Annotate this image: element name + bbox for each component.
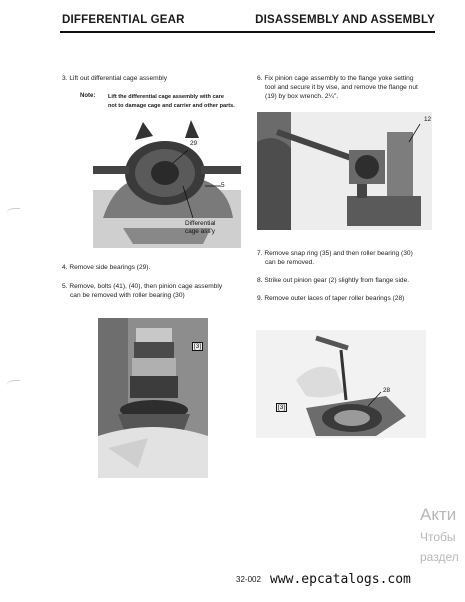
section-title: DIFFERENTIAL GEAR <box>62 14 185 26</box>
step-5-line-2: can be removed with roller bearing (30) <box>70 292 185 299</box>
callout-code-3b: [3] <box>278 404 286 411</box>
page-number: 32-002 <box>236 575 261 584</box>
binder-mark <box>6 380 20 391</box>
binder-mark <box>6 208 20 219</box>
step-6-line-3: (19) by box wrench. 2¼". <box>265 93 339 100</box>
step-3: 3. Lift out differential cage assembly <box>62 75 168 82</box>
step-5-line-1: 5. Remove, bolts (41), (40), then pinion cage assembly <box>62 283 223 290</box>
flange-yoke-tool-illustration <box>257 112 432 230</box>
differential-cage-photo <box>93 118 241 248</box>
watermark-line-2: Чтобы <box>420 530 456 544</box>
step-8: 8. Strike out pinion gear (2) slightly from flange side. <box>257 277 410 284</box>
step-6-line-1: 6. Fix pinion cage assembly to the flange yoke setting <box>257 75 414 82</box>
note-line-1: Lift the differential cage assembly with care <box>108 94 224 100</box>
callout-differential-line-2: cage ass'y <box>185 228 215 235</box>
differential-cage-illustration <box>93 118 241 248</box>
watermark-line-1: Акти <box>420 505 457 524</box>
callout-code-3: [3] <box>194 343 202 350</box>
step-4: 4. Remove side bearings (29). <box>62 264 151 271</box>
watermark-line-3: раздел <box>420 550 459 564</box>
step-7-line-2: can be removed. <box>265 259 315 266</box>
note-line-2: not to damage cage and carrier and other parts. <box>108 103 235 109</box>
flange-yoke-tool-photo <box>257 112 432 230</box>
step-6-line-2: tool and secure it by vise, and remove the flange nut <box>265 84 418 91</box>
callout-5: 5 <box>221 182 225 189</box>
section-subtitle: DISASSEMBLY AND ASSEMBLY <box>255 14 435 26</box>
callout-differential-line-1: Differential <box>185 220 216 227</box>
bearing-removal-photo <box>256 330 426 438</box>
callout-28: 28 <box>383 387 391 394</box>
callout-12: 12 <box>424 116 432 123</box>
step-9: 9. Remove outer laces of taper roller bearings (28) <box>257 295 405 302</box>
callout-29: 29 <box>190 140 198 147</box>
bearing-removal-illustration <box>256 330 426 438</box>
step-7-line-1: 7. Remove snap ring (35) and then roller bearing (30) <box>257 250 413 257</box>
note-label: Note: <box>80 93 96 99</box>
source-url: www.epcatalogs.com <box>270 572 411 587</box>
header-rule <box>60 31 435 33</box>
